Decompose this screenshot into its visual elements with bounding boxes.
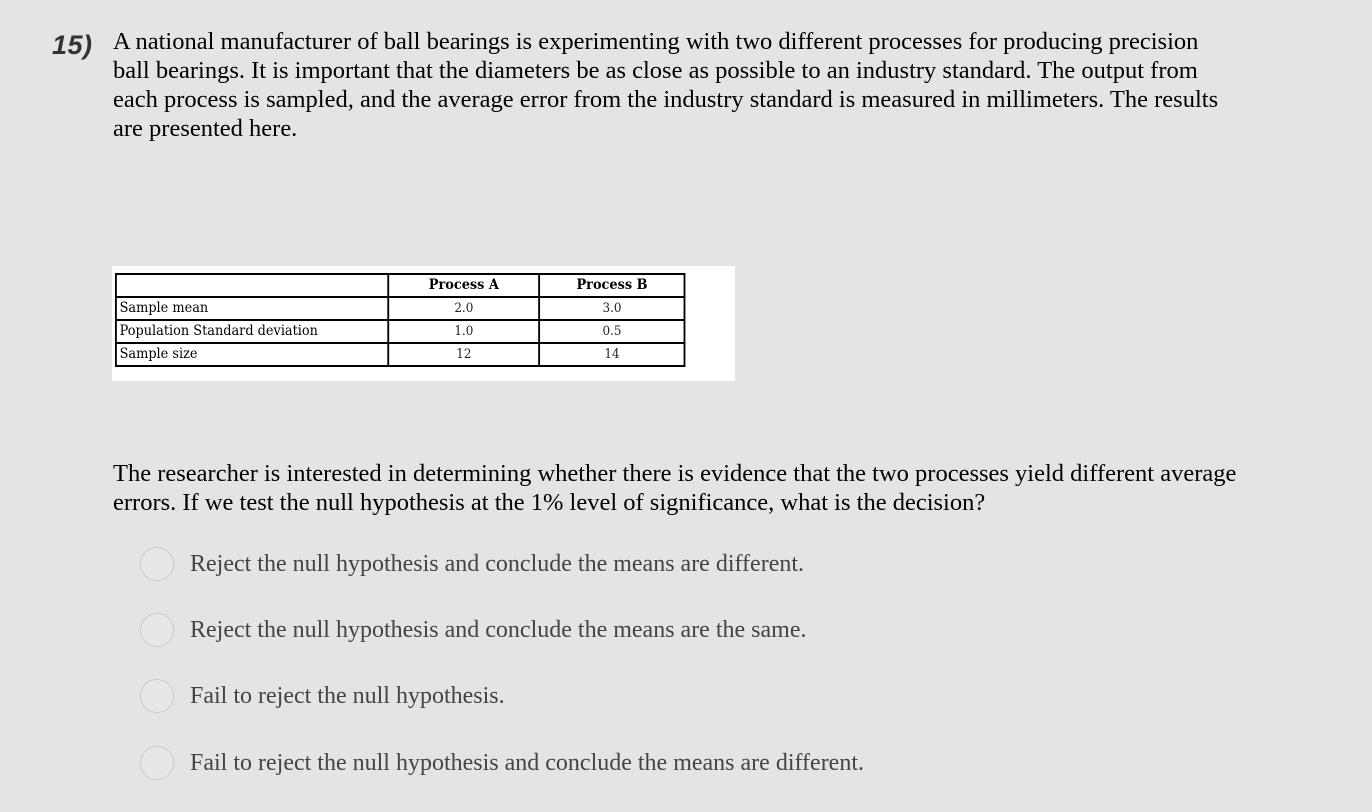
- follow-up-question: [113, 459, 1253, 517]
- radio-button[interactable]: [140, 679, 174, 713]
- table-row: [116, 343, 685, 366]
- table-header-process-b: Process B: [540, 274, 685, 297]
- answer-option-1[interactable]: [140, 547, 804, 581]
- cell-process-b-sd: 0.5: [540, 320, 685, 343]
- row-label-sample-size: Sample size: [116, 343, 388, 366]
- answer-option-label[interactable]: Reject the null hypothesis and conclude the means are the same.: [190, 616, 807, 643]
- table-row: [116, 320, 685, 343]
- table-row: [116, 297, 685, 320]
- cell-process-b-size: 14: [540, 343, 685, 366]
- row-label-sample-mean: Sample mean: [116, 297, 388, 320]
- cell-process-b-mean: 3.0: [540, 297, 685, 320]
- cell-process-a-sd: 1.0: [388, 320, 539, 343]
- process-comparison-table: [115, 273, 685, 367]
- answer-option-2[interactable]: [140, 613, 806, 647]
- table-header-row: [116, 274, 685, 297]
- radio-button[interactable]: [140, 547, 174, 581]
- follow-up-question-text: The researcher is interested in determining whether there is evidence that the two processes yield different average errors. If we test the null hypothesis at the 1% level of significance, what is the decision?: [113, 460, 1237, 516]
- row-label-population-sd: Population Standard deviation: [116, 320, 388, 343]
- answer-option-label[interactable]: Reject the null hypothesis and conclude the means are different.: [190, 550, 805, 577]
- answer-option-label[interactable]: Fail to reject the null hypothesis and conclude the means are different.: [190, 749, 865, 776]
- cell-process-a-mean: 2.0: [388, 297, 539, 320]
- question-number: 15): [52, 30, 93, 60]
- question-prompt: [113, 27, 1233, 143]
- table-header-process-a: Process A: [388, 274, 539, 297]
- answer-option-4[interactable]: [140, 746, 864, 780]
- question-prompt-text: A national manufacturer of ball bearings is experimenting with two different processes for producing precision ball bearings. It is important that the diameters be as close as possible to an industry standard. The output from each process is sampled, and the average error from the industry standard is measured in millimeters. The results are presented here.: [113, 28, 1219, 142]
- table-header-cell: [116, 274, 388, 297]
- radio-button[interactable]: [140, 746, 174, 780]
- data-table-image: [112, 266, 735, 381]
- radio-button[interactable]: [140, 613, 174, 647]
- answer-option-label[interactable]: Fail to reject the null hypothesis.: [190, 682, 505, 709]
- cell-process-a-size: 12: [388, 343, 539, 366]
- answer-option-3[interactable]: [140, 679, 505, 713]
